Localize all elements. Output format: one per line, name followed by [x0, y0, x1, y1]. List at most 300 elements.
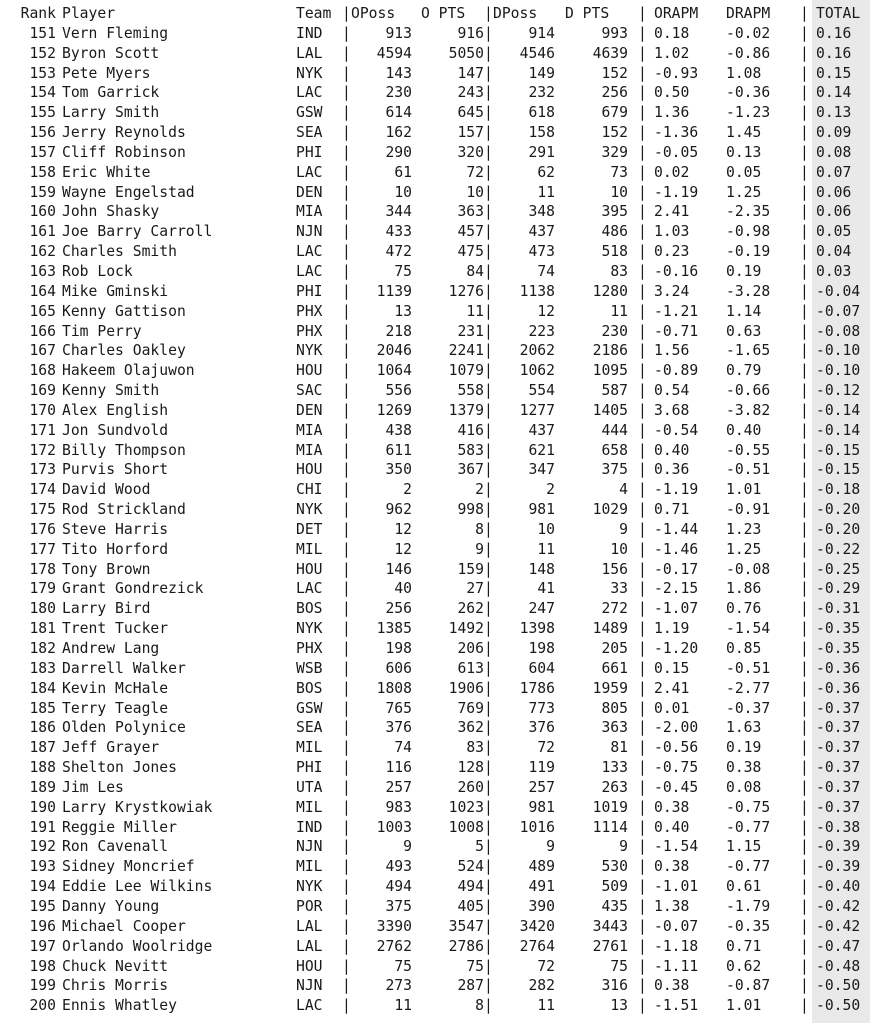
column-separator: | [800, 441, 809, 459]
column-separator: | [638, 401, 647, 419]
drapm-cell: -2.77 [726, 679, 771, 697]
team-cell: LAL [296, 44, 323, 62]
header-row [0, 4, 870, 24]
defensive-points-cell: 73 [610, 163, 628, 181]
orapm-cell: 3.68 [654, 401, 690, 419]
total-cell: -0.37 [816, 798, 861, 816]
team-cell: SEA [296, 719, 323, 737]
orapm-cell: -1.19 [654, 481, 699, 499]
player-name-cell: Sidney Moncrief [62, 858, 195, 876]
column-separator: | [342, 739, 351, 757]
rank-cell: 183 [29, 659, 56, 677]
column-separator: | [342, 977, 351, 995]
defensive-possessions-cell: 981 [528, 501, 555, 519]
team-cell: NJN [296, 223, 323, 241]
rank-cell: 166 [29, 322, 56, 340]
column-separator: | [484, 719, 493, 737]
defensive-points-cell: 230 [601, 322, 628, 340]
table-row [0, 520, 870, 540]
player-name-cell: Olden Polynice [62, 719, 186, 737]
drapm-cell: -0.77 [726, 858, 771, 876]
drapm-cell: -0.91 [726, 501, 771, 519]
team-cell: PHX [296, 322, 323, 340]
column-separator: | [342, 401, 351, 419]
column-separator: | [638, 620, 647, 638]
offensive-points-cell: 2241 [448, 342, 484, 360]
column-separator: | [800, 64, 809, 82]
defensive-points-cell: 2761 [592, 937, 628, 955]
drapm-cell: -0.98 [726, 223, 771, 241]
orapm-cell: -0.71 [654, 322, 699, 340]
rank-cell: 180 [29, 600, 56, 618]
orapm-cell: -1.11 [654, 957, 699, 975]
player-name-cell: Terry Teagle [62, 699, 169, 717]
column-separator: | [800, 44, 809, 62]
column-separator: | [638, 124, 647, 142]
header-player: Player [62, 5, 116, 22]
column-separator: | [342, 580, 351, 598]
offensive-possessions-cell: 606 [385, 659, 412, 677]
defensive-points-cell: 1280 [592, 282, 628, 300]
offensive-points-cell: 2 [475, 481, 484, 499]
team-cell: MIL [296, 739, 323, 757]
defensive-points-cell: 1029 [592, 501, 628, 519]
column-separator: | [484, 818, 493, 836]
defensive-points-cell: 435 [601, 897, 628, 915]
drapm-cell: 0.19 [726, 739, 762, 757]
player-name-cell: Tom Garrick [62, 84, 160, 102]
column-separator: | [638, 461, 647, 479]
offensive-possessions-cell: 1269 [376, 401, 412, 419]
offensive-points-cell: 494 [457, 878, 484, 896]
offensive-points-cell: 405 [457, 897, 484, 915]
column-separator: | [342, 600, 351, 618]
offensive-possessions-cell: 614 [385, 104, 412, 122]
offensive-possessions-cell: 1808 [376, 679, 412, 697]
team-cell: MIL [296, 858, 323, 876]
rank-cell: 174 [29, 481, 56, 499]
table-row [0, 540, 870, 560]
column-separator: | [800, 520, 809, 538]
offensive-possessions-cell: 1064 [376, 362, 412, 380]
rank-cell: 194 [29, 878, 56, 896]
column-separator: | [484, 302, 493, 320]
rank-cell: 165 [29, 302, 56, 320]
column-separator: | [484, 163, 493, 181]
offensive-possessions-cell: 290 [385, 143, 412, 161]
column-separator: | [638, 243, 647, 261]
orapm-cell: -1.54 [654, 838, 699, 856]
column-separator: | [342, 243, 351, 261]
orapm-cell: -1.36 [654, 124, 699, 142]
column-separator: | [638, 818, 647, 836]
total-cell: -0.35 [816, 640, 861, 657]
column-separator: | [800, 262, 809, 280]
player-name-cell: Grant Gondrezick [62, 580, 204, 598]
column-separator: | [638, 501, 647, 519]
total-cell: -0.50 [816, 997, 861, 1015]
offensive-points-cell: 287 [457, 977, 484, 995]
total-cell: 0.04 [816, 243, 852, 261]
drapm-cell: 0.76 [726, 600, 762, 618]
team-cell: NYK [296, 501, 323, 519]
offensive-possessions-cell: 13 [394, 302, 412, 320]
column-separator: | [638, 798, 647, 816]
defensive-points-cell: 679 [601, 104, 628, 122]
column-separator: | [638, 540, 647, 558]
drapm-cell: 1.15 [726, 838, 762, 856]
offensive-points-cell: 320 [457, 143, 484, 161]
offensive-possessions-cell: 74 [394, 739, 412, 757]
column-separator: | [800, 659, 809, 677]
offensive-possessions-cell: 1385 [376, 620, 412, 638]
column-separator: | [638, 322, 647, 340]
drapm-cell: 1.01 [726, 997, 762, 1015]
column-separator: | [484, 223, 493, 241]
orapm-cell: 0.02 [654, 163, 690, 181]
team-cell: LAC [296, 163, 323, 181]
rank-cell: 160 [29, 203, 56, 221]
column-separator: | [800, 163, 809, 181]
team-cell: SAC [296, 382, 323, 400]
rank-cell: 175 [29, 501, 56, 519]
table-row [0, 818, 870, 838]
offensive-points-cell: 558 [457, 382, 484, 400]
column-separator: | [342, 659, 351, 677]
table-row [0, 44, 870, 64]
column-separator: | [342, 878, 351, 896]
offensive-possessions-cell: 2046 [376, 342, 412, 360]
orapm-cell: 2.41 [654, 203, 690, 221]
rank-cell: 169 [29, 382, 56, 400]
rank-cell: 155 [29, 104, 56, 122]
drapm-cell: -0.51 [726, 659, 771, 677]
defensive-possessions-cell: 1398 [519, 620, 555, 638]
player-name-cell: Jim Les [62, 778, 124, 796]
defensive-points-cell: 4 [619, 481, 628, 499]
column-separator: | [484, 699, 493, 717]
column-separator: | [484, 739, 493, 757]
offensive-points-cell: 416 [457, 421, 484, 439]
defensive-points-cell: 486 [601, 223, 628, 241]
offensive-points-cell: 75 [466, 957, 484, 975]
offensive-possessions-cell: 12 [394, 520, 412, 538]
total-cell: 0.15 [816, 64, 852, 82]
table-row [0, 837, 870, 857]
column-separator: | [342, 203, 351, 221]
column-separator: | [342, 362, 351, 380]
total-cell: -0.36 [816, 659, 861, 677]
offensive-possessions-cell: 913 [385, 24, 412, 42]
orapm-cell: 1.19 [654, 620, 690, 638]
orapm-cell: 0.38 [654, 798, 690, 816]
column-separator: | [800, 997, 809, 1015]
offensive-points-cell: 147 [457, 64, 484, 82]
column-separator: | [800, 620, 809, 638]
offensive-points-cell: 475 [457, 243, 484, 261]
defensive-possessions-cell: 4546 [519, 44, 555, 62]
player-name-cell: Danny Young [62, 897, 160, 915]
total-cell: -0.42 [816, 917, 861, 935]
rank-cell: 192 [29, 838, 56, 856]
orapm-cell: 0.01 [654, 699, 690, 717]
column-separator: | [484, 481, 493, 499]
rank-cell: 182 [29, 640, 56, 657]
table-row [0, 183, 870, 203]
team-cell: PHI [296, 143, 323, 161]
total-cell: -0.25 [816, 560, 861, 578]
column-separator: | [638, 739, 647, 757]
defensive-points-cell: 272 [601, 600, 628, 618]
defensive-possessions-cell: 72 [537, 739, 555, 757]
total-cell: -0.47 [816, 937, 861, 955]
column-separator: | [638, 997, 647, 1015]
rank-cell: 198 [29, 957, 56, 975]
column-separator: | [638, 223, 647, 241]
defensive-possessions-cell: 11 [537, 183, 555, 201]
defensive-points-cell: 518 [601, 243, 628, 261]
offensive-possessions-cell: 11 [394, 997, 412, 1015]
player-name-cell: Jon Sundvold [62, 421, 169, 439]
column-separator: | [638, 699, 647, 717]
orapm-cell: 0.40 [654, 818, 690, 836]
drapm-cell: -0.19 [726, 243, 771, 261]
defensive-points-cell: 152 [601, 124, 628, 142]
offensive-possessions-cell: 9 [403, 838, 412, 856]
column-separator: | [342, 937, 351, 955]
column-separator: | [800, 124, 809, 142]
offensive-points-cell: 613 [457, 659, 484, 677]
defensive-points-cell: 9 [619, 520, 628, 538]
offensive-points-cell: 260 [457, 778, 484, 796]
column-separator: | [638, 382, 647, 400]
offensive-possessions-cell: 4594 [376, 44, 412, 62]
table-row [0, 857, 870, 877]
header-opts: O PTS [421, 5, 466, 22]
team-cell: GSW [296, 104, 323, 122]
total-cell: 0.14 [816, 84, 852, 102]
column-separator: | [800, 282, 809, 300]
column-separator: | [484, 620, 493, 638]
offensive-possessions-cell: 493 [385, 858, 412, 876]
column-separator: | [800, 798, 809, 816]
total-cell: 0.16 [816, 44, 852, 62]
defensive-possessions-cell: 158 [528, 124, 555, 142]
player-name-cell: Tito Horford [62, 540, 169, 558]
table-row [0, 262, 870, 282]
total-cell: -0.42 [816, 897, 861, 915]
total-cell: -0.37 [816, 778, 861, 796]
offensive-points-cell: 769 [457, 699, 484, 717]
column-separator: | [638, 897, 647, 915]
defensive-possessions-cell: 149 [528, 64, 555, 82]
total-cell: -0.50 [816, 977, 861, 995]
column-separator: | [638, 143, 647, 161]
orapm-cell: 3.24 [654, 282, 690, 300]
table-row [0, 639, 870, 659]
column-separator: | [484, 679, 493, 697]
rank-cell: 179 [29, 580, 56, 598]
rank-cell: 200 [29, 997, 56, 1015]
column-separator: | [342, 917, 351, 935]
total-cell: -0.08 [816, 322, 861, 340]
column-separator: | [484, 778, 493, 796]
column-separator: | [342, 84, 351, 102]
team-cell: HOU [296, 461, 323, 479]
offensive-possessions-cell: 257 [385, 778, 412, 796]
defensive-points-cell: 1095 [592, 362, 628, 380]
defensive-possessions-cell: 119 [528, 759, 555, 777]
column-separator: | [638, 421, 647, 439]
rank-cell: 186 [29, 719, 56, 737]
table-row [0, 381, 870, 401]
column-separator: | [800, 382, 809, 400]
rank-cell: 176 [29, 520, 56, 538]
column-separator: | [638, 838, 647, 856]
offensive-possessions-cell: 2762 [376, 937, 412, 955]
defensive-points-cell: 256 [601, 84, 628, 102]
drapm-cell: -3.28 [726, 282, 771, 300]
column-separator: | [342, 342, 351, 360]
header-team: Team [296, 5, 332, 22]
offensive-possessions-cell: 12 [394, 540, 412, 558]
column-separator: | [800, 640, 809, 657]
rank-cell: 184 [29, 679, 56, 697]
orapm-cell: -1.20 [654, 640, 699, 657]
offensive-points-cell: 8 [475, 520, 484, 538]
table-body [0, 24, 870, 1016]
offensive-points-cell: 262 [457, 600, 484, 618]
player-name-cell: Jerry Reynolds [62, 124, 186, 142]
drapm-cell: -1.65 [726, 342, 771, 360]
column-separator: | [800, 977, 809, 995]
column-separator: | [638, 203, 647, 221]
defensive-points-cell: 1019 [592, 798, 628, 816]
offensive-possessions-cell: 344 [385, 203, 412, 221]
column-separator: | [342, 640, 351, 657]
column-separator: | [342, 104, 351, 122]
table-row [0, 937, 870, 957]
player-name-cell: Byron Scott [62, 44, 160, 62]
column-separator: | [484, 957, 493, 975]
rank-cell: 178 [29, 560, 56, 578]
rank-cell: 188 [29, 759, 56, 777]
column-separator: | [800, 719, 809, 737]
column-separator: | [342, 24, 351, 42]
offensive-points-cell: 27 [466, 580, 484, 598]
table-row [0, 322, 870, 342]
rank-cell: 157 [29, 143, 56, 161]
table-row [0, 798, 870, 818]
offensive-points-cell: 998 [457, 501, 484, 519]
defensive-points-cell: 661 [601, 659, 628, 677]
total-cell: -0.22 [816, 540, 861, 558]
defensive-possessions-cell: 1277 [519, 401, 555, 419]
team-cell: LAC [296, 84, 323, 102]
team-cell: CHI [296, 481, 323, 499]
offensive-points-cell: 2786 [448, 937, 484, 955]
drapm-cell: 0.05 [726, 163, 762, 181]
offensive-points-cell: 367 [457, 461, 484, 479]
column-separator: | [484, 540, 493, 558]
total-cell: 0.06 [816, 183, 852, 201]
total-cell: -0.07 [816, 302, 861, 320]
orapm-cell: 0.50 [654, 84, 690, 102]
table-row [0, 123, 870, 143]
rank-cell: 189 [29, 778, 56, 796]
defensive-points-cell: 587 [601, 382, 628, 400]
column-separator: | [484, 580, 493, 598]
offensive-points-cell: 84 [466, 262, 484, 280]
defensive-possessions-cell: 473 [528, 243, 555, 261]
column-separator: | [484, 878, 493, 896]
team-cell: DET [296, 520, 323, 538]
column-separator: | [342, 124, 351, 142]
drapm-cell: 0.38 [726, 759, 762, 777]
offensive-possessions-cell: 611 [385, 441, 412, 459]
column-separator: | [342, 560, 351, 578]
orapm-cell: 1.36 [654, 104, 690, 122]
header-dpts: D PTS [565, 5, 610, 22]
offensive-points-cell: 1079 [448, 362, 484, 380]
column-separator: | [484, 203, 493, 221]
total-cell: -0.14 [816, 401, 861, 419]
defensive-possessions-cell: 148 [528, 560, 555, 578]
header-dposs: DPoss [493, 5, 538, 22]
orapm-cell: -0.75 [654, 759, 699, 777]
rank-cell: 163 [29, 262, 56, 280]
orapm-cell: 1.02 [654, 44, 690, 62]
rank-cell: 199 [29, 977, 56, 995]
column-separator: | [800, 401, 809, 419]
rank-cell: 162 [29, 243, 56, 261]
team-cell: LAL [296, 917, 323, 935]
offensive-possessions-cell: 198 [385, 640, 412, 657]
player-name-cell: Joe Barry Carroll [62, 223, 213, 241]
column-separator: | [342, 759, 351, 777]
player-name-cell: Eddie Lee Wilkins [62, 878, 213, 896]
defensive-points-cell: 1959 [592, 679, 628, 697]
orapm-cell: 2.41 [654, 679, 690, 697]
drapm-cell: 1.25 [726, 183, 762, 201]
defensive-points-cell: 444 [601, 421, 628, 439]
team-cell: NYK [296, 342, 323, 360]
offensive-points-cell: 159 [457, 560, 484, 578]
offensive-possessions-cell: 75 [394, 957, 412, 975]
defensive-possessions-cell: 618 [528, 104, 555, 122]
drapm-cell: -0.55 [726, 441, 771, 459]
defensive-possessions-cell: 12 [537, 302, 555, 320]
defensive-points-cell: 2186 [592, 342, 628, 360]
column-separator: | [342, 798, 351, 816]
player-name-cell: Reggie Miller [62, 818, 177, 836]
rank-cell: 197 [29, 937, 56, 955]
player-name-cell: Charles Oakley [62, 342, 186, 360]
player-name-cell: Charles Smith [62, 243, 177, 261]
defensive-possessions-cell: 11 [537, 540, 555, 558]
column-separator: | [638, 481, 647, 499]
column-separator: | [800, 679, 809, 697]
table-row [0, 758, 870, 778]
column-separator: | [638, 104, 647, 122]
table-row [0, 957, 870, 977]
offensive-points-cell: 583 [457, 441, 484, 459]
table-row [0, 24, 870, 44]
column-separator: | [484, 937, 493, 955]
table-row [0, 361, 870, 381]
rank-cell: 181 [29, 620, 56, 638]
total-cell: 0.16 [816, 24, 852, 42]
